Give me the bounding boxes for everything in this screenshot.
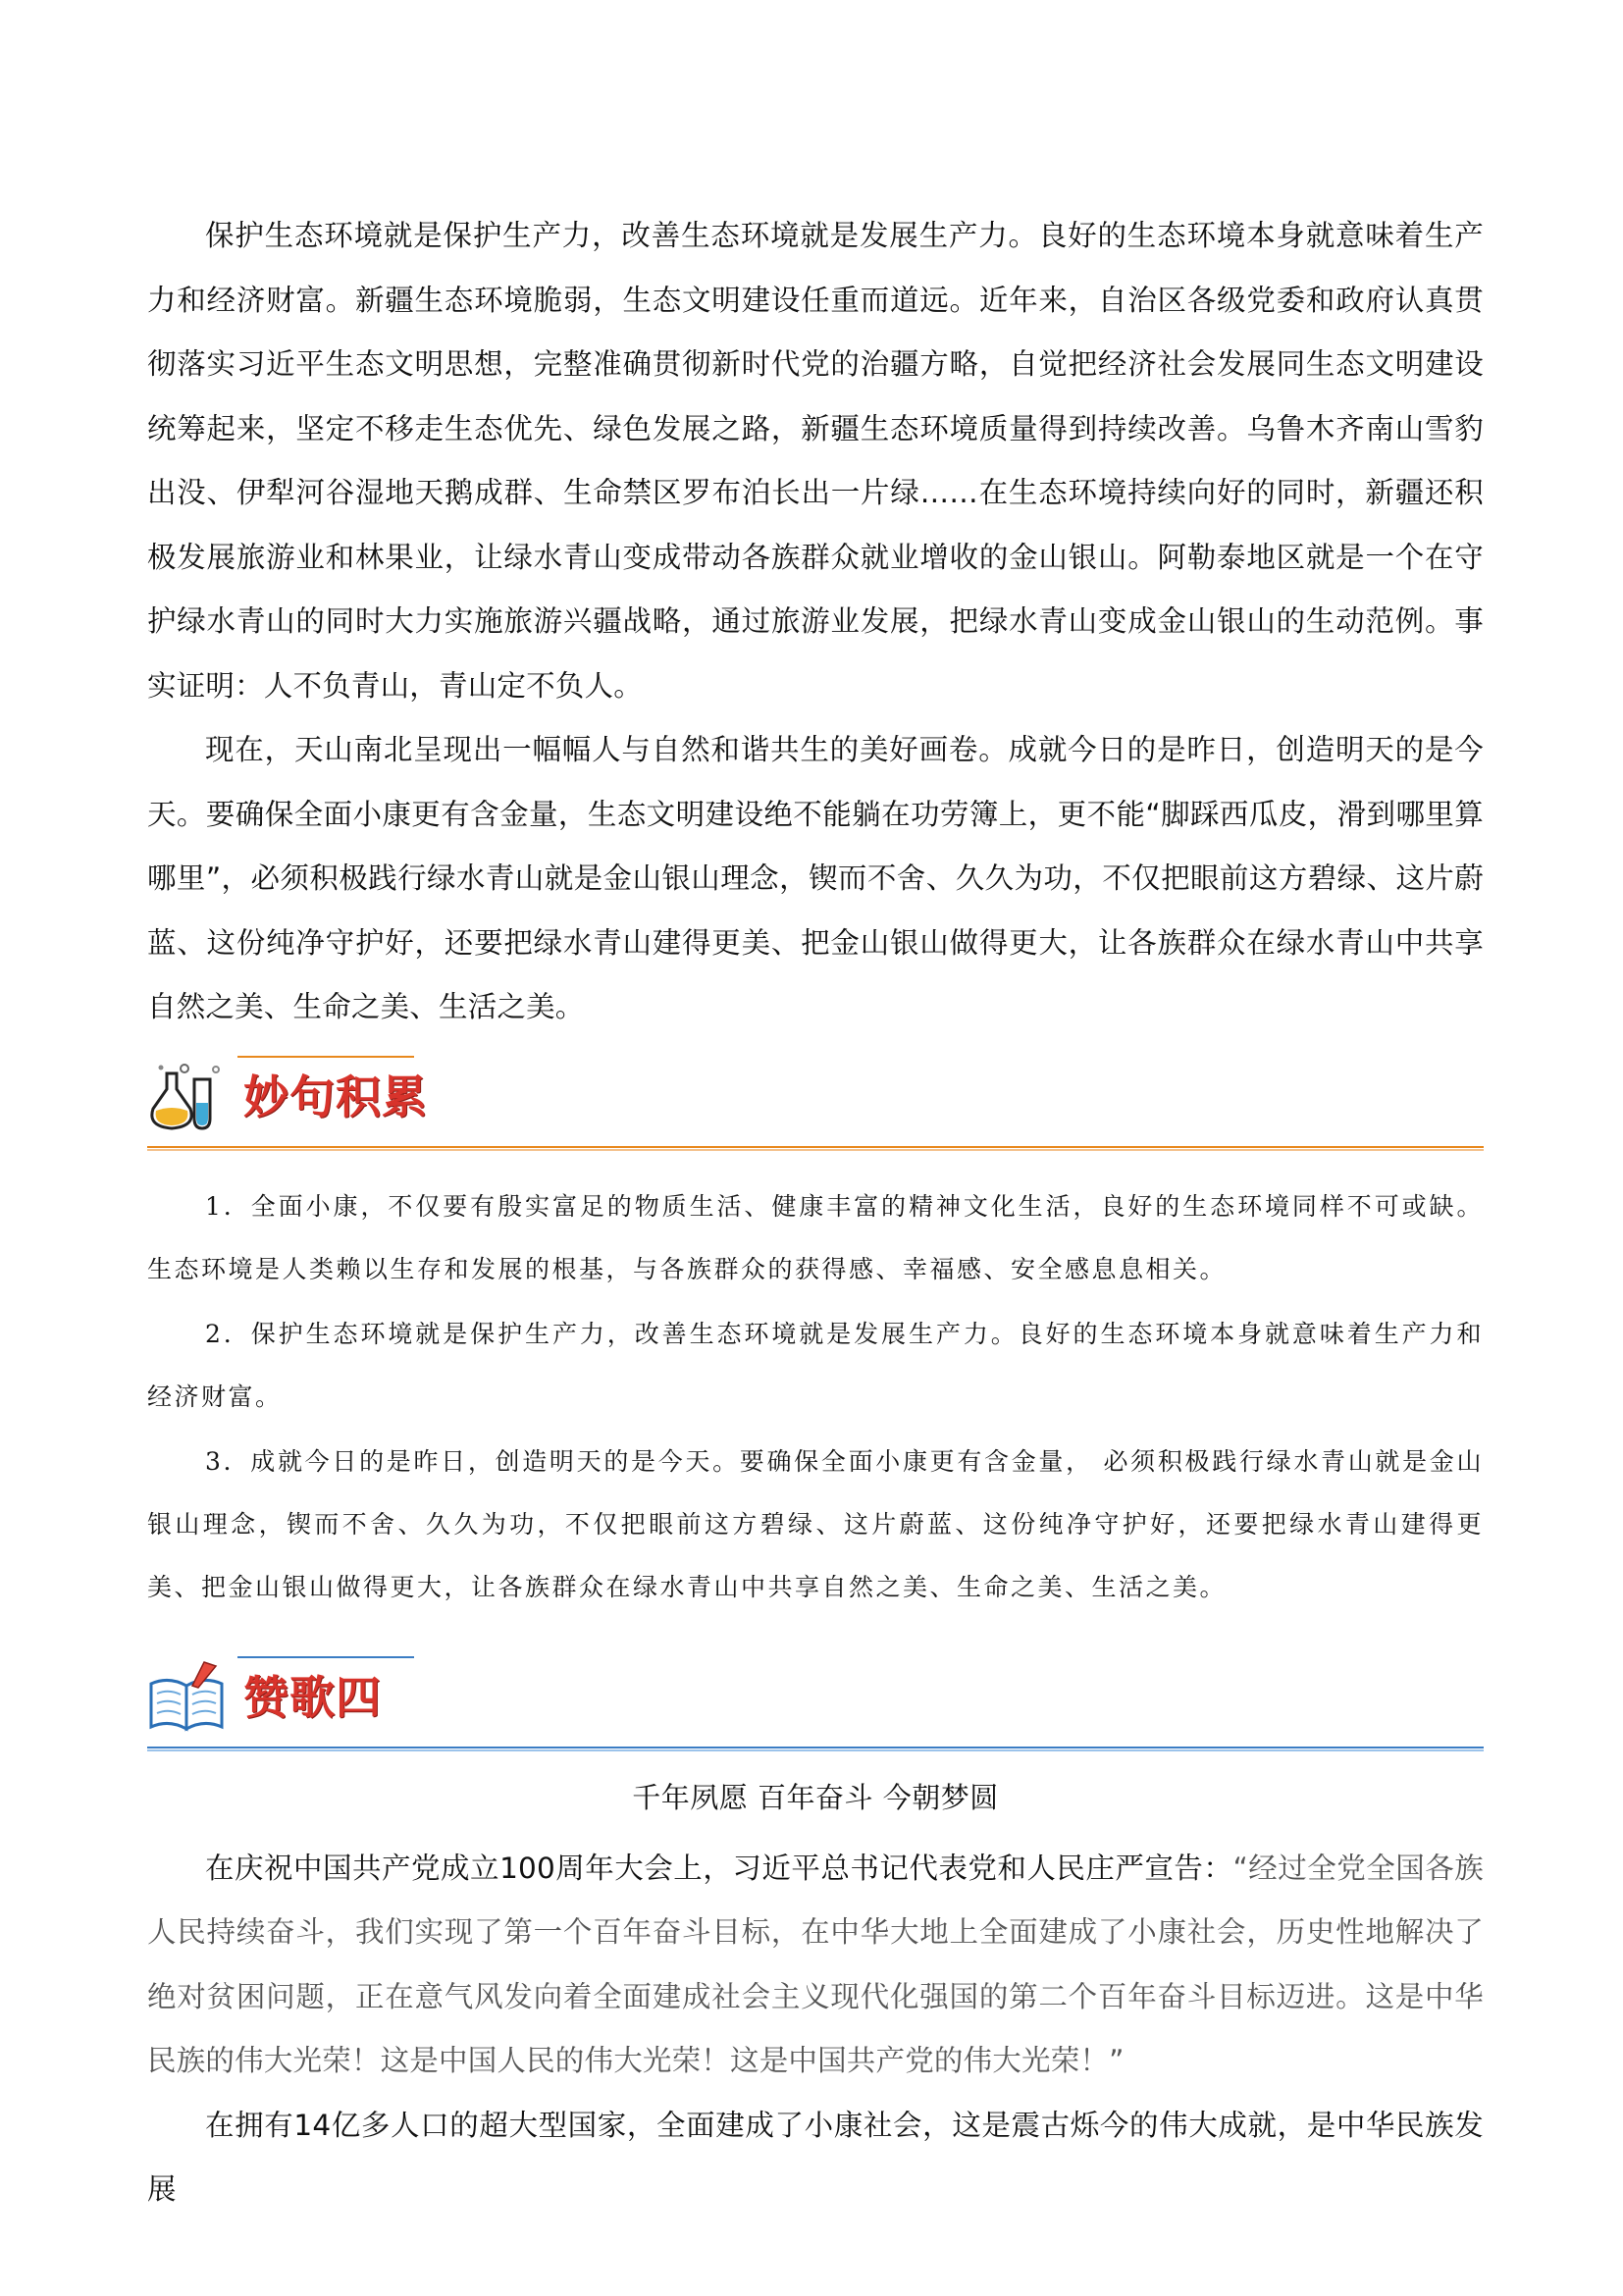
header-top-line: [237, 1656, 414, 1658]
body-paragraph: [147, 1837, 1484, 2094]
paragraph-lead: 在庆祝中国共产党成立100周年大会上，习近平总书记代表党和人民庄严宣告：: [205, 1851, 1233, 1885]
lab-flask-icon: [147, 1058, 226, 1136]
body-paragraph: 现在，天山南北呈现出一幅幅人与自然和谐共生的美好画卷。成就今日的是昨日，创造明天的是今天。要确保全面小康更有含金量，生态文明建设绝不能躺在功劳簿上，更不能“脚踩西瓜皮，滑到哪里算哪里”，必须积极践行绿水青山就是金山银山理念，锲而不舍、久久为功，不仅把眼前这方碧绿、这片蔚蓝、这份纯净守护好，还要把绿水青山建得更美、把金山银山做得更大，让各族群众在绿水青山中共享自然之美、生命之美、生活之美。: [147, 733, 1484, 1023]
document-page: [147, 204, 1484, 2222]
quote-item: 2．保护生态环境就是保护生产力，改善生态环境就是发展生产力。良好的生态环境本身就意味着生产力和经济财富。: [147, 1319, 1484, 1411]
quote-item: 3．成就今日的是昨日，创造明天的是今天。要确保全面小康更有含金量， 必须积极践行绿水青山就是金山银山理念，锲而不舍、久久为功，不仅把眼前这方碧绿、这片蔚蓝、这份纯净守护好，还要把绿水青山建得更美、把金山银山做得更大，让各族群众在绿水青山中共享自然之美、生命之美、生活之美。: [147, 1446, 1484, 1601]
header-underline: [147, 1747, 1484, 1751]
body-paragraph: 保护生态环境就是保护生产力，改善生态环境就是发展生产力。良好的生态环境本身就意味着生产力和经济财富。新疆生态环境脆弱，生态文明建设任重而道远。近年来，自治区各级党委和政府认真贯彻落实习近平生态文明思想，完整准确贯彻新时代党的治疆方略，自觉把经济社会发展同生态文明建设统筹起来，坚定不移走生态优先、绿色发展之路，新疆生态环境质量得到持续改善。乌鲁木齐南山雪豹出没、伊犁河谷湿地天鹅成群、生命禁区罗布泊长出一片绿……在生态环境持续向好的同时，新疆还积极发展旅游业和林果业，让绿水青山变成带动各族群众就业增收的金山银山。阿勒泰地区就是一个在守护绿水青山的同时大力实施旅游兴疆战略，通过旅游业发展，把绿水青山变成金山银山的生动范例。事实证明：人不负青山，青山定不负人。: [147, 219, 1484, 703]
section-title: 妙句积累: [243, 1070, 428, 1123]
header-underline: [147, 1146, 1484, 1151]
quote-list: [147, 1158, 1484, 1631]
open-book-icon: [147, 1658, 226, 1737]
section-title: 赞歌四: [243, 1670, 382, 1724]
section-header-ode: [147, 1648, 1484, 1758]
speech-quote: “经过全党全国各族人民持续奋斗，我们实现了第一个百年奋斗目标，在中华大地上全面建成了小康社会，历史性地解决了绝对贫困问题，正在意气风发向着全面建成社会主义现代化强国的第二个百年奋斗目标迈进。这是中华民族的伟大光荣！这是中国人民的伟大光荣！这是中国共产党的伟大光荣！”: [147, 1851, 1484, 2077]
body-paragraph: 在拥有14亿多人口的超大型国家，全面建成了小康社会，这是震古烁今的伟大成就，是中华民族发展: [147, 2108, 1484, 2206]
header-top-line: [237, 1056, 414, 1058]
article-subtitle: 千年夙愿 百年奋斗 今朝梦圆: [632, 1780, 999, 1814]
quote-item: 1．全面小康，不仅要有殷实富足的物质生活、健康丰富的精神文化生活，良好的生态环境同样不可或缺。生态环境是人类赖以生存和发展的根基，与各族群众的获得感、幸福感、安全感息息相关。: [147, 1191, 1484, 1283]
section-header-accumulation: [147, 1048, 1484, 1158]
